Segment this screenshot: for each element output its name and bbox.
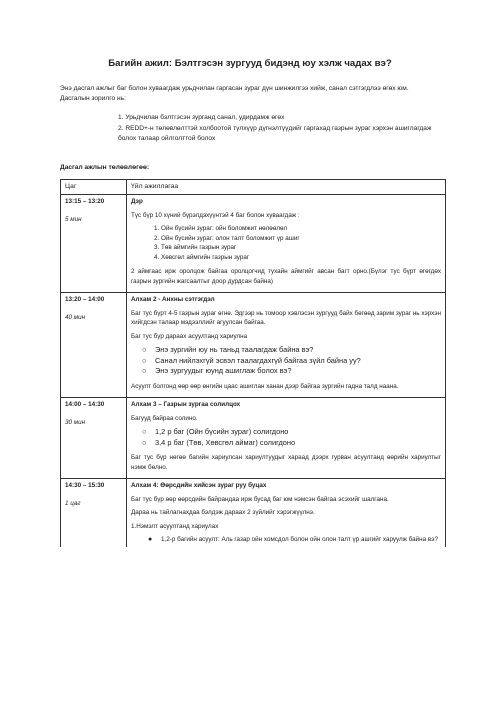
- activity-cell: [127, 398, 446, 479]
- duration: 30 мин: [65, 418, 86, 426]
- step-title: Алхам 3 – Газрын зургаа солилцох: [131, 401, 241, 408]
- header-time: Цаг: [61, 180, 127, 195]
- table-header-row: [61, 180, 446, 195]
- list-item: 3. Төв аймгийн газрын зураг: [161, 243, 441, 253]
- list-item: ○ Санал нийлэхгүй эсвэл таалагдахгүй байгаа зүйл байна уу?: [142, 355, 361, 365]
- step-title: Алхам 4: Өөрсдийн хийсэн зураг руу буцах: [131, 482, 267, 489]
- page-title: Багийн ажил: Бэлтгэсэн зургууд бидэнд юу хэлж чадах вэ?: [108, 58, 392, 69]
- disc-bullet-icon: ●: [148, 536, 153, 543]
- list-item: ○ 1,2 р баг (Ойн бүсийн зураг) солигдоно: [142, 427, 289, 436]
- list-item: ○ Энэ зургуудыг юунд ашиглаж болох вэ?: [142, 366, 292, 375]
- time-cell: [61, 293, 127, 398]
- step-text: 2 аймгаас ирж оролцож байгаа оролцогчид тухайн аймгийг авсан багт орно.(Бүлэг тус бүрт өгөгдөх газрын зургийн жагсаалтыг доор дурдсан байна): [131, 268, 441, 285]
- step-text: Баг тус бүр дараах асуултанд хариулна: [131, 332, 248, 340]
- table-row: [61, 195, 446, 293]
- section-heading: Дасгал ажлын төлөвлөгөө:: [60, 164, 150, 171]
- disc-list: [131, 535, 441, 545]
- circle-bullet-icon: ○: [142, 437, 147, 447]
- header-activity: Үйл ажиллагаа: [127, 180, 446, 195]
- list-item: ○ Энэ зургийн юу нь таньд таалагдаж байна вэ?: [142, 345, 314, 354]
- circle-bullet-icon: ○: [142, 366, 147, 375]
- circle-bullet-icon: ○: [142, 345, 147, 354]
- activity-cell: [127, 195, 446, 293]
- circle-list: [131, 427, 441, 448]
- step-text: 1.Нэмэлт асуултанд хариулах: [131, 522, 219, 530]
- list-item: 1. Ойн бүсийн зураг: ойн боломжит нөлөөлөл: [161, 224, 441, 234]
- time-range: 13:20 – 14:00: [65, 296, 105, 303]
- step-text: Дараа нь тайлагнахдаа бэлдэж дараах 2 зүйлийг хэрэгжүүлнэ.: [131, 509, 315, 516]
- list-item: ○ 3,4 р баг (Төв, Хөвсгөл аймаг) солигдоно: [142, 437, 296, 447]
- plan-table: [60, 179, 446, 547]
- table-row: [61, 293, 446, 398]
- time-range: 14:00 – 14:30: [65, 401, 105, 408]
- list-item: 4. Хөвсгөл аймгийн газрын зураг: [161, 253, 441, 263]
- step-title: Алхам 2 - Анхны сэтгэгдэл: [131, 296, 215, 303]
- list-item: 2. Ойн бүсийн зураг: олон талт боломжит үр ашиг: [161, 234, 441, 244]
- goals-list: [118, 113, 448, 145]
- step-text: Багууд байраа солино.: [131, 414, 198, 422]
- circle-bullet-icon: ○: [142, 427, 147, 436]
- step-text: Баг тус бүр өөр өөрсдийн байрандаа ирж бусад баг юм нэмсэн байгаа эсэхийг шалгана.: [131, 495, 389, 503]
- circle-bullet-icon: ○: [142, 355, 147, 365]
- step-text: Асуулт болгонд өөр өөр өнгийн цаас ашиглан ханан дээр байгаа зургийн гадна талд наана.: [131, 382, 399, 390]
- step-title: Дэр: [131, 198, 143, 205]
- step-text: Түс бүр 10 хүний бүрэлдэхүүнтэй 4 баг болон хуваагдаж :: [131, 211, 300, 219]
- goal-item-2: 2. REDD+-н төлөвлөлттэй холбоотой түлхүүр дүгнэлтүүдийг гаргахад газрын зураг хэрхэн ашиглагдаж болох талаар ойлголттой болох: [118, 124, 432, 142]
- table-row: [61, 479, 446, 547]
- intro-paragraph: Энэ дасгал ажлыг баг болон хуваагдаж урьдчилан гаргасан зураг дүн шинжилгээ хийж, санал сэтгэгдлээ өгөх юм. Дасгалын зорилго нь:: [60, 85, 409, 102]
- circle-list: [131, 345, 441, 377]
- step-text: Баг тус бүр нөгөө багийн хариулсан хариултуудыг хараад дээрх гурван асуултанд өөрийн хариултыг нэмж бөлно.: [131, 454, 441, 471]
- step-text: Баг тус бүрт 4-5 газрын зураг өгнө. Эдгээр нь томоор хэвлэсэн зургууд байх бөгөөд зарим зураг нь хэрхэн хийгдсэн талаар мэдээллийг агуулсан байгаа.: [131, 309, 441, 326]
- time-cell: [61, 195, 127, 293]
- duration: 40 мин: [65, 313, 86, 321]
- table-row: [61, 398, 446, 479]
- duration: 5 мин: [65, 215, 82, 223]
- activity-cell: [127, 479, 446, 547]
- numbered-list: [131, 224, 441, 262]
- time-range: 13:15 – 13:20: [65, 198, 105, 205]
- time-cell: [61, 479, 127, 547]
- time-range: 14:30 – 15:30: [65, 482, 105, 489]
- list-item: ● 1,2-р багийн асуулт: Аль газар ойн хомсдол болон ойн олон талт үр ашгийг харуулж байна вэ?: [148, 536, 438, 543]
- time-cell: [61, 398, 127, 479]
- duration: 1 цаг: [65, 499, 81, 507]
- activity-cell: [127, 293, 446, 398]
- goal-item-1: 1. Урьдчилан бэлтгэсэн зурганд санал, удирдамж өгөх: [118, 114, 285, 121]
